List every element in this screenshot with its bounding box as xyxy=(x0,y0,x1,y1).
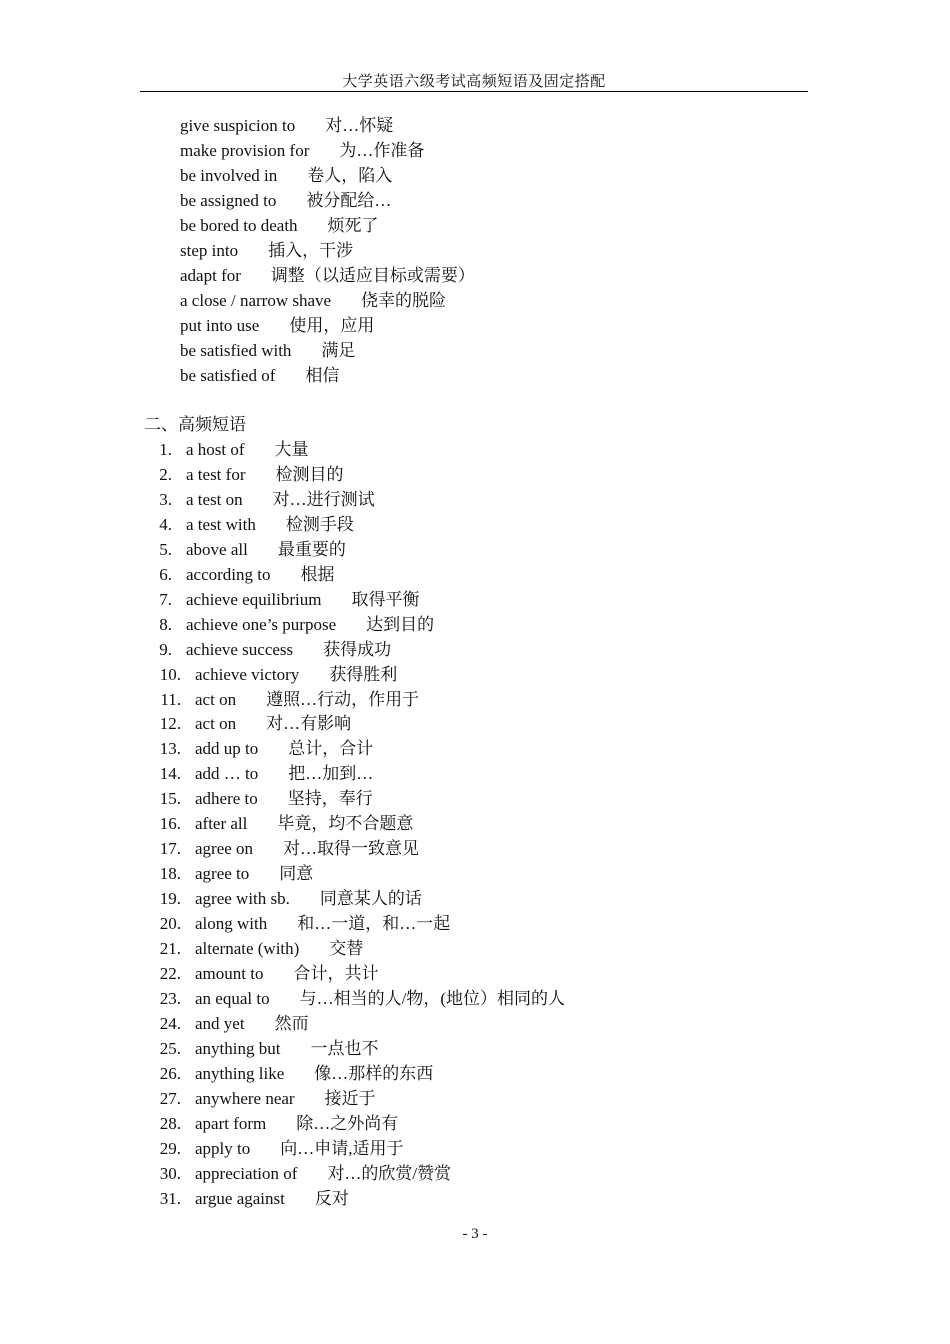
phrase-chinese: 和…一道，和…一起 xyxy=(297,914,451,934)
item-number: 5. xyxy=(159,539,172,559)
phrase-english: anywhere near xyxy=(195,1088,295,1108)
list-item xyxy=(159,811,414,836)
phrase-chinese: 对…怀疑 xyxy=(325,116,394,135)
page-header-title: 大学英语六级考试高频短语及固定搭配 xyxy=(342,74,606,90)
list-item xyxy=(180,238,353,263)
item-number: 4. xyxy=(159,514,172,534)
phrase-chinese: 获得成功 xyxy=(323,639,392,659)
item-number: 29. xyxy=(159,1138,181,1158)
list-item xyxy=(159,936,364,961)
item-number: 13. xyxy=(159,739,181,759)
phrase-chinese: 同意某人的话 xyxy=(319,889,422,909)
phrase-chinese: 毕竟，均不合题意 xyxy=(277,814,414,834)
phrase-english: step into xyxy=(180,241,239,260)
list-item xyxy=(159,662,398,687)
list-item xyxy=(159,786,373,811)
phrase-chinese: 检测手段 xyxy=(285,514,354,534)
item-number: 27. xyxy=(159,1088,181,1108)
phrase-english: argue against xyxy=(195,1188,285,1208)
list-item xyxy=(159,512,354,537)
phrase-english: achieve one’s purpose xyxy=(186,614,337,634)
phrase-chinese: 检测目的 xyxy=(275,464,344,484)
item-number: 25. xyxy=(159,1038,181,1058)
phrase-chinese: 烦死了 xyxy=(327,216,379,235)
phrase-chinese: 遵照…行动，作用于 xyxy=(266,689,420,709)
phrase-english: a host of xyxy=(186,440,245,459)
phrase-english: anything like xyxy=(195,1063,285,1083)
list-item xyxy=(159,961,379,986)
list-item xyxy=(159,736,374,761)
list-item xyxy=(159,861,314,886)
phrase-english: a test on xyxy=(186,489,243,509)
phrase-chinese: 像…那样的东西 xyxy=(314,1063,434,1083)
item-number: 1. xyxy=(159,440,172,459)
list-item xyxy=(180,113,393,138)
item-number: 30. xyxy=(159,1163,181,1183)
phrase-english: be involved in xyxy=(180,166,278,185)
item-number: 18. xyxy=(159,864,181,884)
phrase-chinese: 对…进行测试 xyxy=(272,489,375,509)
phrase-english: apply to xyxy=(195,1138,251,1158)
item-number: 6. xyxy=(159,564,172,584)
item-number: 8. xyxy=(159,614,172,634)
phrase-chinese: 与…相当的人/物，(地位）相同的人 xyxy=(299,988,565,1008)
phrase-english: along with xyxy=(195,914,268,934)
item-number: 26. xyxy=(159,1063,181,1083)
phrase-chinese: 侥幸的脱险 xyxy=(361,291,447,310)
phrase-english: achieve victory xyxy=(195,664,300,684)
list-item xyxy=(159,1136,404,1161)
phrase-english: a close / narrow shave xyxy=(180,291,332,310)
list-item xyxy=(159,1061,434,1086)
list-item xyxy=(159,437,309,462)
list-item xyxy=(159,911,451,936)
phrase-chinese: 使用，应用 xyxy=(289,316,375,335)
list-item xyxy=(159,562,335,587)
list-item xyxy=(159,1186,349,1211)
phrase-english: put into use xyxy=(180,316,260,335)
phrase-chinese: 总计，合计 xyxy=(288,739,374,759)
item-number: 7. xyxy=(159,589,172,609)
phrase-chinese: 交替 xyxy=(329,939,364,958)
item-number: 14. xyxy=(159,764,181,784)
phrase-chinese: 对…有影响 xyxy=(266,714,352,734)
phrase-chinese: 达到目的 xyxy=(366,614,435,634)
item-number: 23. xyxy=(159,988,181,1008)
list-item xyxy=(180,138,424,163)
list-item xyxy=(159,487,375,512)
section-heading: 二、高频短语 xyxy=(144,415,246,434)
list-item xyxy=(159,587,420,612)
item-number: 15. xyxy=(159,789,181,809)
phrase-chinese: 向…申请,适用于 xyxy=(280,1138,404,1158)
list-item xyxy=(180,338,355,363)
phrase-english: a test for xyxy=(186,464,246,484)
phrase-english: be satisfied with xyxy=(180,341,292,360)
item-number: 20. xyxy=(159,914,181,934)
phrase-english: act on xyxy=(195,714,237,734)
item-number: 3. xyxy=(159,489,172,509)
item-number: 28. xyxy=(159,1113,181,1133)
phrase-english: add … to xyxy=(195,764,259,784)
phrase-english: be assigned to xyxy=(180,191,277,210)
phrase-english: make provision for xyxy=(180,141,310,160)
item-number: 9. xyxy=(159,639,172,659)
phrase-chinese: 对…取得一致意见 xyxy=(283,839,420,859)
item-number: 24. xyxy=(159,1013,181,1033)
phrase-english: add up to xyxy=(195,739,259,759)
list-item xyxy=(159,836,420,861)
phrase-chinese: 取得平衡 xyxy=(351,589,420,609)
phrase-english: apart form xyxy=(195,1113,267,1133)
phrase-chinese: 除…之外尚有 xyxy=(296,1113,399,1133)
page-number: - 3 - xyxy=(462,1226,488,1242)
phrase-chinese: 坚持，奉行 xyxy=(287,789,373,809)
phrase-english: according to xyxy=(186,564,271,584)
phrase-chinese: 插入，干涉 xyxy=(268,241,354,260)
item-number: 21. xyxy=(159,939,181,958)
phrase-chinese: 为…作准备 xyxy=(339,141,425,160)
list-item xyxy=(159,711,352,736)
phrase-english: agree on xyxy=(195,839,254,859)
list-item xyxy=(180,213,379,238)
phrase-english: act on xyxy=(195,689,237,709)
phrase-english: appreciation of xyxy=(195,1163,298,1183)
phrase-english: an equal to xyxy=(195,988,270,1008)
phrase-chinese: 合计，共计 xyxy=(293,963,379,983)
phrase-english: adapt for xyxy=(180,266,241,285)
phrase-chinese: 满足 xyxy=(321,341,356,360)
list-item xyxy=(159,986,565,1011)
header-rule xyxy=(140,91,808,92)
list-item xyxy=(159,462,344,487)
phrase-chinese: 调整（以适应目标或需要） xyxy=(270,266,475,285)
phrase-chinese: 卷人，陷入 xyxy=(307,166,393,185)
item-number: 2. xyxy=(159,464,172,484)
phrase-english: give suspicion to xyxy=(180,116,296,135)
item-number: 10. xyxy=(159,664,181,684)
list-item xyxy=(180,263,475,288)
list-item xyxy=(159,537,346,562)
list-item xyxy=(159,886,422,911)
phrase-english: and yet xyxy=(195,1013,245,1033)
list-item xyxy=(180,288,446,313)
list-item xyxy=(159,1161,452,1186)
phrase-english: agree with sb. xyxy=(195,889,290,909)
phrase-chinese: 最重要的 xyxy=(277,539,346,559)
phrase-english: be bored to death xyxy=(180,216,298,235)
phrase-english: achieve success xyxy=(186,639,294,659)
item-number: 22. xyxy=(159,963,181,983)
item-number: 12. xyxy=(159,714,181,734)
phrase-chinese: 同意 xyxy=(279,864,314,884)
phrase-chinese: 对…的欣赏/赞赏 xyxy=(327,1163,452,1183)
phrase-chinese: 把…加到… xyxy=(288,764,374,784)
phrase-chinese: 接近于 xyxy=(324,1088,376,1108)
phrase-chinese: 获得胜利 xyxy=(329,664,398,684)
phrase-english: adhere to xyxy=(195,789,258,809)
list-item xyxy=(159,1111,399,1136)
item-number: 16. xyxy=(159,814,181,834)
list-item xyxy=(159,1011,309,1036)
phrase-english: amount to xyxy=(195,963,264,983)
phrase-chinese: 被分配给… xyxy=(306,191,392,210)
list-item xyxy=(180,163,392,188)
phrase-english: achieve equilibrium xyxy=(186,589,322,609)
phrase-english: be satisfied of xyxy=(180,366,276,385)
phrase-english: above all xyxy=(186,539,248,559)
list-item xyxy=(159,1086,376,1111)
list-item xyxy=(159,612,435,637)
list-item xyxy=(180,313,374,338)
phrase-english: alternate (with) xyxy=(195,939,300,958)
phrase-english: anything but xyxy=(195,1038,281,1058)
phrase-chinese: 大量 xyxy=(274,440,309,459)
list-item xyxy=(159,637,392,662)
list-item xyxy=(180,363,339,388)
phrase-chinese: 反对 xyxy=(314,1188,349,1208)
item-number: 11. xyxy=(160,689,181,709)
item-number: 31. xyxy=(159,1188,181,1208)
list-item xyxy=(159,761,374,786)
phrase-chinese: 相信 xyxy=(305,366,340,385)
phrase-chinese: 根据 xyxy=(300,564,335,584)
list-item xyxy=(180,188,391,213)
phrase-english: after all xyxy=(195,814,248,834)
item-number: 17. xyxy=(159,839,181,859)
phrase-english: a test with xyxy=(186,514,256,534)
phrase-english: agree to xyxy=(195,864,250,884)
list-item xyxy=(160,687,420,712)
phrase-chinese: 然而 xyxy=(274,1013,309,1033)
item-number: 19. xyxy=(159,889,181,909)
list-item xyxy=(159,1036,379,1061)
phrase-chinese: 一点也不 xyxy=(310,1038,379,1058)
